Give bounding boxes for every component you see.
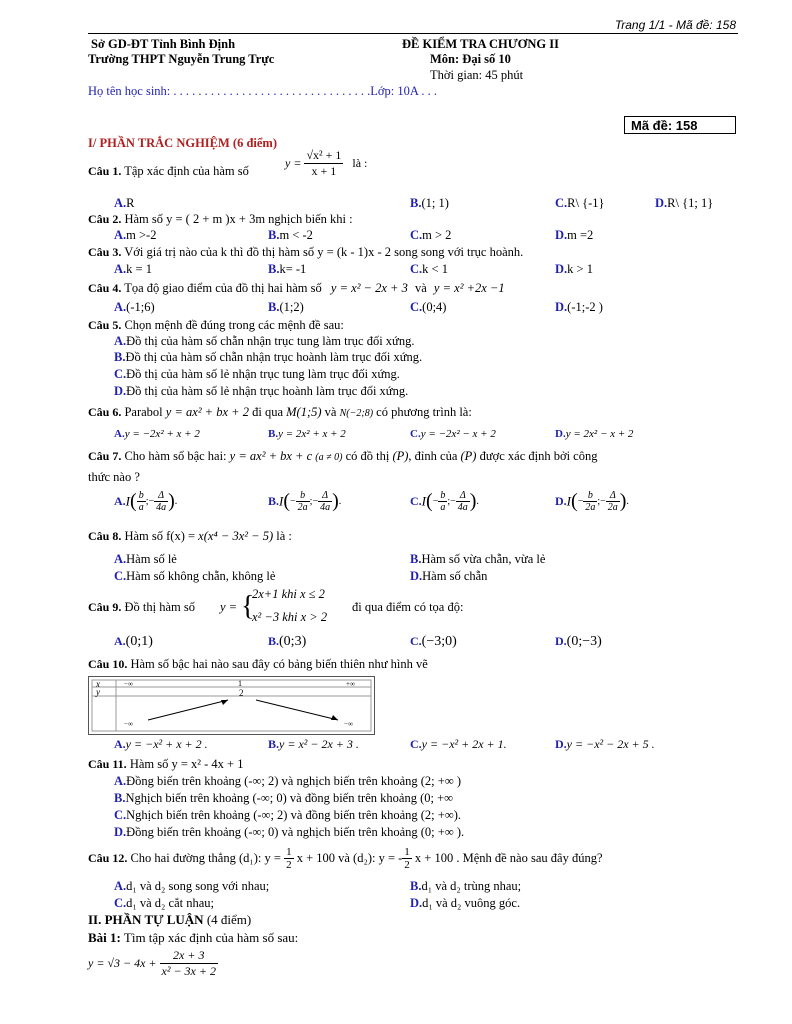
q1-tail: là : — [352, 156, 368, 170]
bai1-lhs: y = √3 − 4x + — [88, 956, 157, 970]
q1-option-b[interactable]: B.(1; 1) — [410, 196, 449, 210]
q10-option-d[interactable]: D.y = −x² − 2x + 5 . — [555, 737, 655, 751]
bai1-formula — [88, 948, 218, 979]
q1-option-a[interactable]: A.R — [114, 196, 135, 210]
bai1-fraction — [160, 948, 218, 979]
q1-formula — [285, 148, 367, 179]
q9-option-d[interactable]: D.(0;−3) — [555, 634, 602, 649]
student-line: Họ tên học sinh: . . . . . . . . . . . . . . . . . . . . . . . . . . . . . . . .Lớp: 10A . . . — [88, 84, 437, 98]
bai-1: Bài 1: Tìm tập xác định của hàm số sau: — [88, 930, 299, 945]
q4-option-d[interactable]: D.(-1;-2 ) — [555, 300, 603, 314]
question-8: Câu 8. Hàm số f(x) = x(x⁴ − 3x² − 5) là : — [88, 529, 292, 543]
q4-option-b[interactable]: B.(1;2) — [268, 300, 304, 314]
q1-denominator: x + 1 — [311, 164, 337, 178]
question-5: Câu 5. Chọn mệnh đề đúng trong các mệnh đề sau: — [88, 318, 344, 332]
q5-option-c[interactable]: C.Đồ thị của hàm số lẻ nhận trục tung làm trục đối xứng. — [114, 367, 400, 381]
question-7-cont: thức nào ? — [88, 470, 140, 484]
table-x-mid: 1 — [238, 679, 242, 688]
header-rule — [88, 33, 738, 34]
q6-option-a[interactable]: A.y = −2x² + x + 2 — [114, 428, 200, 440]
table-x-left: −∞ — [124, 680, 133, 688]
q10-option-b[interactable]: B.y = x² − 2x + 3 . — [268, 737, 359, 751]
q12-option-d[interactable]: D.d₁ và d₂ vuông góc. — [410, 896, 521, 910]
q11-option-a[interactable]: A.Đồng biến trên khoảng (-∞; 2) và nghịch biến trên khoảng (2; +∞ ) — [114, 774, 462, 788]
section2-title: II. PHẦN TỰ LUẬN (4 điểm) — [88, 912, 252, 927]
q10-option-a[interactable]: A.y = −x² + x + 2 . — [114, 737, 208, 751]
exam-subject: Môn: Đại số 10 — [430, 52, 511, 66]
q6-option-d[interactable]: D.y = 2x² − x + 2 — [555, 428, 634, 440]
q1-lhs: y = — [285, 156, 302, 170]
question-6: Câu 6. Parabol y = ax² + bx + 2 đi qua M(1;5) và N(−2;8) có phương trình là: — [88, 405, 472, 419]
q4-option-c[interactable]: C.(0;4) — [410, 300, 447, 314]
q9-lhs: y = — [220, 600, 238, 614]
exam-title: ĐỀ KIỂM TRA CHƯƠNG II — [402, 37, 559, 51]
table-y-left: −∞ — [124, 720, 133, 728]
question-12: Câu 12. Cho hai đường thẳng (d₁): y = $\frac{1}{2}$ x + 100 và (d₂): y = - $\frac{1}{2}$ x + 100 . Mệnh đề nào sau đây đúng? — [88, 846, 603, 871]
q2-option-a[interactable]: A.m >-2 — [114, 228, 157, 242]
table-x-label: x — [96, 679, 100, 689]
question-2: Câu 2. Hàm số y = ( 2 + m )x + 3m nghịch biến khi : — [88, 212, 353, 226]
q7-option-c[interactable]: C.I(− $\frac{b}{a}$ ;− $\frac{\Delta}{4a}$ ). — [410, 490, 479, 513]
bai1-denominator: x² − 3x + 2 — [161, 964, 216, 978]
q1-fraction — [304, 148, 343, 179]
q3-option-b[interactable]: B.k= -1 — [268, 262, 307, 276]
q3-option-c[interactable]: C.k < 1 — [410, 262, 448, 276]
exam-time: Thời gian: 45 phút — [430, 68, 524, 82]
exam-code-box: Mã đề: 158 — [624, 116, 736, 134]
q12-option-a[interactable]: A.d₁ và d₂ song song với nhau; — [114, 879, 270, 893]
q5-option-a[interactable]: A.Đồ thị của hàm số chẵn nhận trục tung làm trục đối xứng. — [114, 334, 415, 348]
question-1 — [88, 164, 249, 179]
q5-option-d[interactable]: D.Đồ thị của hàm số lẻ nhận trục hoành làm trục đối xứng. — [114, 384, 409, 398]
page-number: Trang 1/1 - Mã đề: 158 — [614, 18, 736, 32]
q12-option-b[interactable]: B.d₁ và d₂ trùng nhau; — [410, 879, 522, 893]
q1-numerator: √x² + 1 — [306, 148, 342, 162]
q2-option-b[interactable]: B.m < -2 — [268, 228, 313, 242]
question-4: Câu 4. Tọa độ giao điểm của đồ thị hai hàm số y = x² − 2x + 3 và y = x² +2x −1 — [88, 281, 505, 295]
q11-option-c[interactable]: C.Nghịch biến trên khoảng (-∞; 2) và đồng biến trên khoảng (2; +∞). — [114, 808, 462, 822]
q9-option-b[interactable]: B.(0;3) — [268, 634, 307, 649]
question-10: Câu 10. Hàm số bậc hai nào sau đây có bảng biến thiên như hình vẽ — [88, 657, 428, 671]
question-label: Câu 1. — [88, 164, 122, 178]
q3-option-d[interactable]: D.k > 1 — [555, 262, 593, 276]
q8-option-a[interactable]: A.Hàm số lẻ — [114, 552, 177, 566]
table-y-top: 2 — [239, 688, 244, 698]
table-y-right: −∞ — [344, 720, 353, 728]
q2-option-c[interactable]: C.m > 2 — [410, 228, 452, 242]
q2-option-d[interactable]: D.m =2 — [555, 228, 594, 242]
q9-option-c[interactable]: C.(−3;0) — [410, 634, 457, 649]
section1-title: I/ PHẦN TRẮC NGHIỆM (6 điểm) — [88, 136, 278, 150]
bai1-numerator: 2x + 3 — [160, 948, 218, 964]
question-text: Tập xác định của hàm số — [124, 164, 249, 178]
question-9: Câu 9. Đồ thị hàm số — [88, 600, 195, 614]
q4-option-a[interactable]: A.(-1;6) — [114, 300, 155, 314]
question-11: Câu 11. Hàm số y = x² - 4x + 1 — [88, 757, 244, 771]
q11-option-b[interactable]: B.Nghịch biến trên khoảng (-∞; 0) và đồng biến trên khoảng (0; +∞ — [114, 791, 454, 805]
question-3: Câu 3. Với giá trị nào của k thì đồ thị hàm số y = (k - 1)x - 2 song song với trục hoành. — [88, 245, 524, 259]
q7-option-d[interactable]: D.I(− $\frac{b}{2a}$ ;− $\frac{\Delta}{2a}$ ). — [555, 490, 629, 513]
q1-option-c[interactable]: C.R\ {-1} — [555, 196, 605, 210]
q3-option-a[interactable]: A.k = 1 — [114, 262, 152, 276]
q8-option-d[interactable]: D.Hàm số chẵn — [410, 569, 488, 583]
table-y-label: y — [96, 687, 100, 697]
q12-option-c[interactable]: C.d₁ và d₂ cắt nhau; — [114, 896, 215, 910]
q5-option-b[interactable]: B.Đồ thị của hàm số chẵn nhận trục hoành làm trục đối xứng. — [114, 350, 423, 364]
school-name: Trường THPT Nguyễn Trung Trực — [88, 52, 275, 66]
q6-option-c[interactable]: C.y = −2x² − x + 2 — [410, 428, 496, 440]
variation-table — [88, 676, 376, 736]
q6-option-b[interactable]: B.y = 2x² + x + 2 — [268, 428, 346, 440]
q9-brace: { — [241, 591, 255, 622]
q9-option-a[interactable]: A.(0;1) — [114, 634, 153, 649]
q1-option-d[interactable]: D.R\ {1; 1} — [655, 196, 714, 210]
q9-case1: 2x+1 khi x ≤ 2 — [252, 587, 325, 601]
dept-name: Sở GD-ĐT Tỉnh Bình Định — [91, 37, 236, 51]
q9-case2: x² −3 khi x > 2 — [252, 610, 328, 624]
q10-option-c[interactable]: C.y = −x² + 2x + 1. — [410, 737, 507, 751]
q8-option-c[interactable]: C.Hàm số không chẵn, không lẻ — [114, 569, 276, 583]
q9-tail: đi qua điểm có tọa độ: — [352, 600, 464, 614]
q8-option-b[interactable]: B.Hàm số vừa chẵn, vừa lẻ — [410, 552, 546, 566]
q7-option-b[interactable]: B.I(− $\frac{b}{2a}$ ;− $\frac{\Delta}{4a}$ ). — [268, 490, 342, 513]
question-7: Câu 7. Cho hàm số bậc hai: y = ax² + bx + c (a ≠ 0) có đồ thị (P), đỉnh của (P) được xác định bởi công — [88, 449, 598, 463]
table-x-right: +∞ — [346, 680, 355, 688]
q11-option-d[interactable]: D.Đồng biến trên khoảng (-∞; 0) và nghịch biến trên khoảng (0; +∞ ). — [114, 825, 465, 839]
q7-option-a[interactable]: A.I( $\frac{b}{a}$ ;− $\frac{\Delta}{4a}$ ). — [114, 490, 178, 513]
